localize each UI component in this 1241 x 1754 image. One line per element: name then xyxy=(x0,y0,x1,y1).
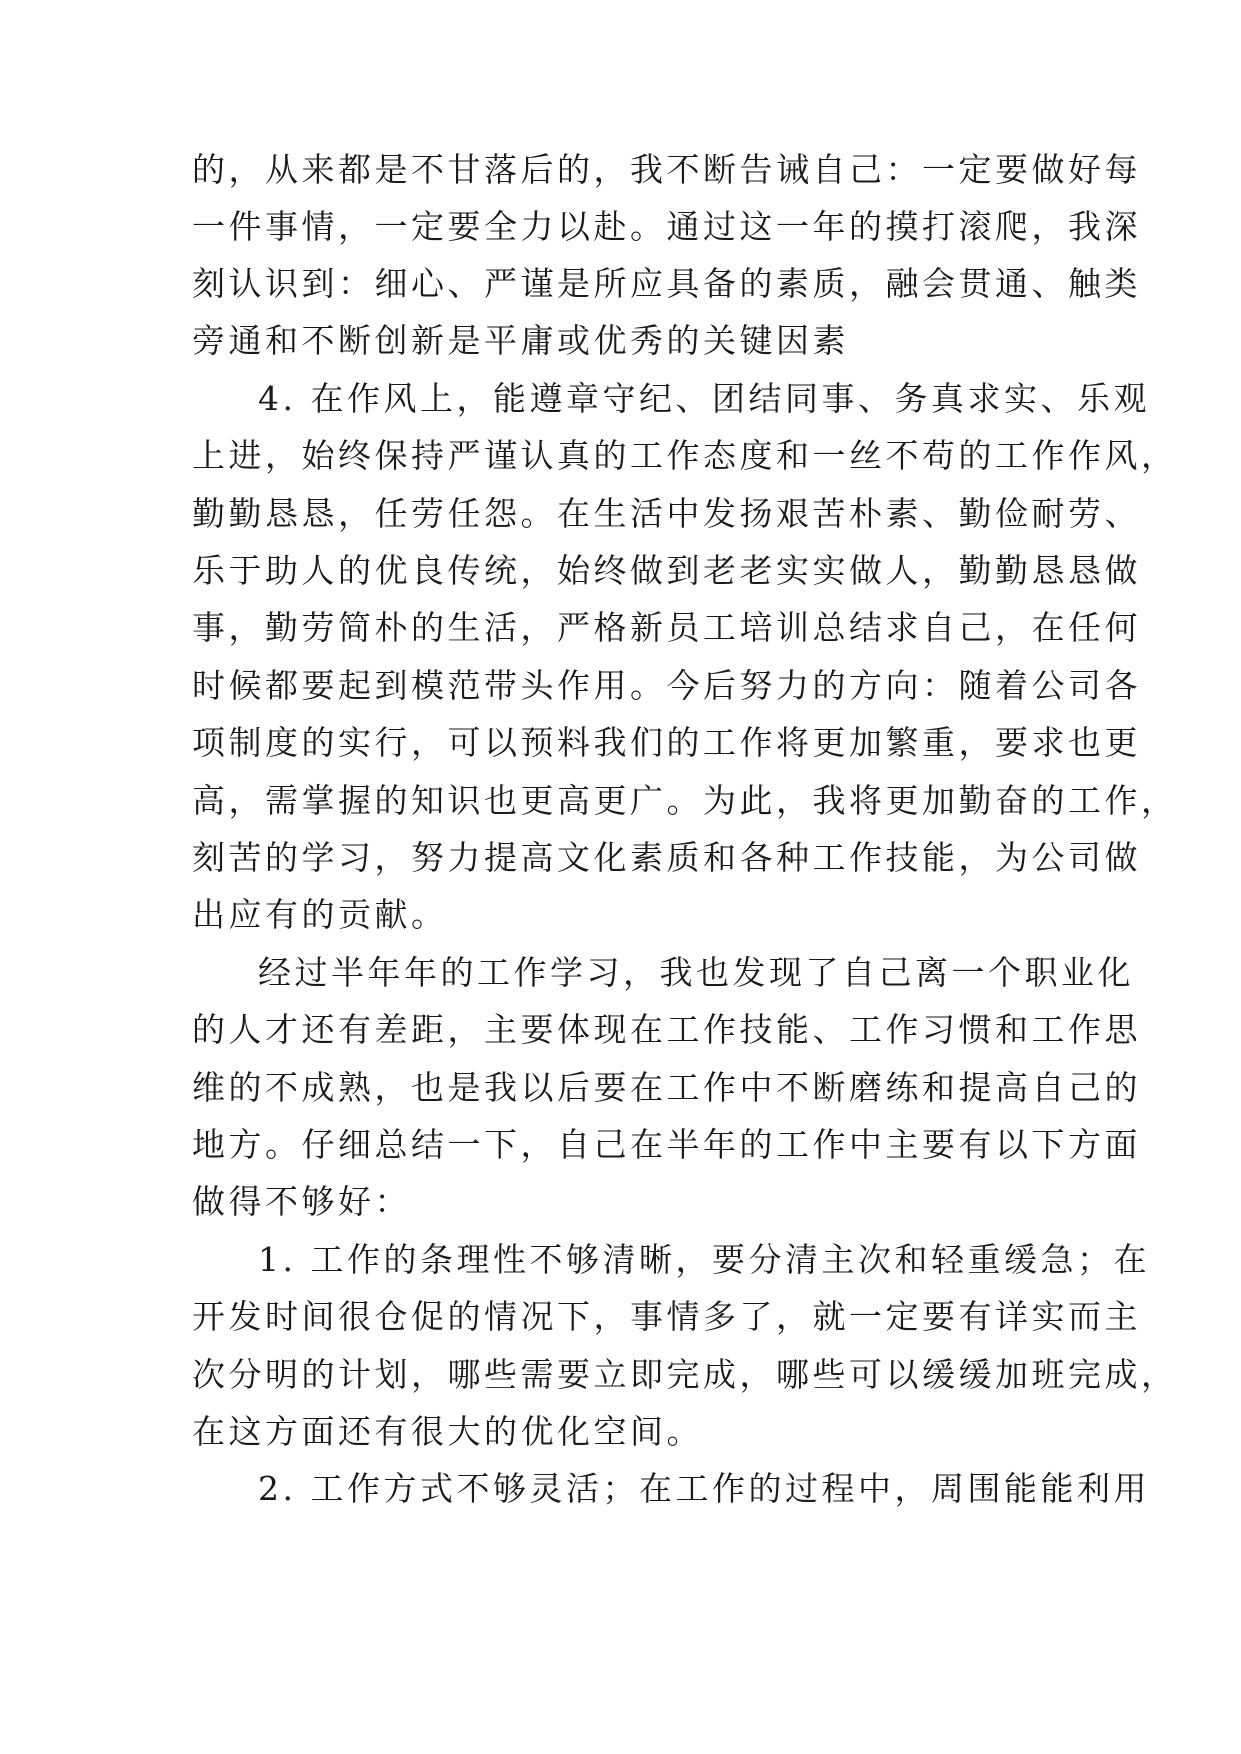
text-line: 旁通和不断创新是平庸或优秀的关键因素 xyxy=(192,321,849,360)
text-line: 1. 工作的条理性不够清晰，要分清主次和轻重缓急；在 xyxy=(258,1240,1150,1279)
text-line: 4. 在作风上，能遵章守纪、团结同事、务真求实、乐观 xyxy=(258,379,1150,418)
text-line: 高，需掌握的知识也更高更广。为此，我将更加勤奋的工作， xyxy=(192,781,1178,820)
text-line: 刻苦的学习，努力提高文化素质和各种工作技能，为公司做 xyxy=(192,838,1141,877)
text-line: 做得不够好： xyxy=(192,1182,411,1221)
text-line: 刻认识到：细心、严谨是所应具备的素质，融会贯通、触类 xyxy=(192,264,1141,303)
text-line: 出应有的贡献。 xyxy=(192,895,448,934)
text-line: 勤勤恳恳，任劳任怨。在生活中发扬艰苦朴素、勤俭耐劳、 xyxy=(192,494,1141,533)
text-line: 上进，始终保持严谨认真的工作态度和一丝不苟的工作作风， xyxy=(192,436,1178,475)
text-line: 维的不成熟，也是我以后要在工作中不断磨练和提高自己的 xyxy=(192,1068,1141,1107)
text-line: 在这方面还有很大的优化空间。 xyxy=(192,1412,703,1451)
text-line: 事，勤劳简朴的生活，严格新员工培训总结求自己，在任何 xyxy=(192,608,1141,647)
text-line: 开发时间很仓促的情况下，事情多了，就一定要有详实而主 xyxy=(192,1297,1141,1336)
text-line: 次分明的计划，哪些需要立即完成，哪些可以缓缓加班完成， xyxy=(192,1355,1178,1394)
text-line: 的人才还有差距，主要体现在工作技能、工作习惯和工作思 xyxy=(192,1010,1141,1049)
text-line: 的，从来都是不甘落后的，我不断告诫自己：一定要做好每 xyxy=(192,150,1141,189)
text-line: 一件事情，一定要全力以赴。通过这一年的摸打滚爬，我深 xyxy=(192,207,1141,246)
text-line: 时候都要起到模范带头作用。今后努力的方向：随着公司各 xyxy=(192,666,1141,705)
text-line: 地方。仔细总结一下，自己在半年的工作中主要有以下方面 xyxy=(192,1125,1141,1164)
text-line: 经过半年年的工作学习，我也发现了自己离一个职业化 xyxy=(258,953,1134,992)
text-line: 2. 工作方式不够灵活；在工作的过程中，周围能能利用 xyxy=(258,1469,1150,1508)
text-line: 项制度的实行，可以预料我们的工作将更加繁重，要求也更 xyxy=(192,723,1141,762)
text-line: 乐于助人的优良传统，始终做到老老实实做人，勤勤恳恳做 xyxy=(192,551,1141,590)
